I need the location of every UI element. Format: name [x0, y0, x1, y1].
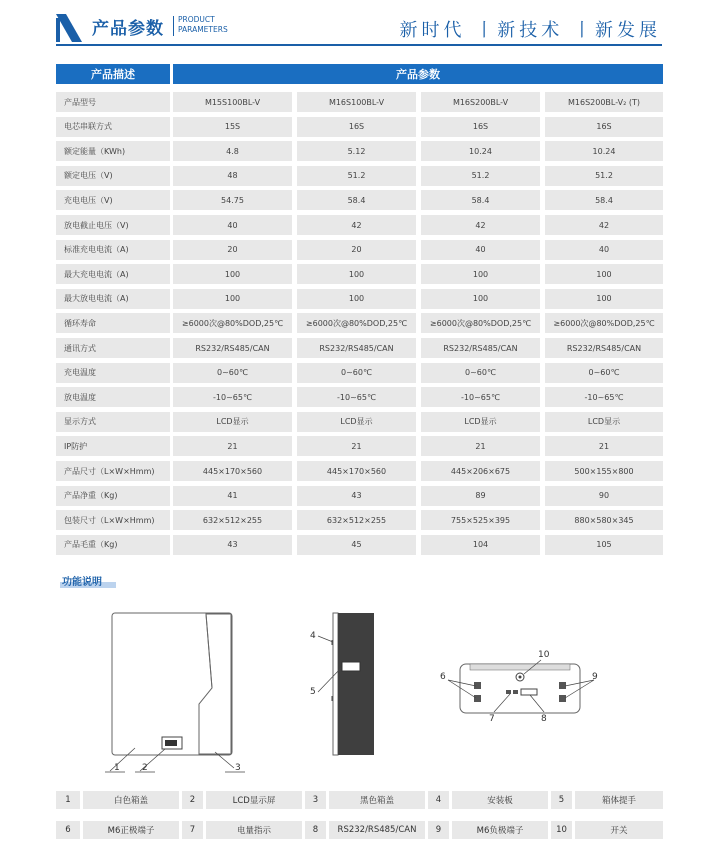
table-row	[56, 387, 663, 407]
table-cell: 15S	[173, 117, 292, 137]
table-cell: 100	[297, 264, 416, 284]
side-view	[332, 613, 374, 755]
table-cell: RS232/RS485/CAN	[421, 338, 540, 358]
table-cell: 0~60℃	[173, 363, 292, 383]
table-row	[56, 510, 663, 530]
table-cell: LCD显示	[421, 412, 540, 432]
legend-row	[56, 791, 663, 809]
table-cell: 10.24	[545, 141, 663, 161]
table-cell: RS232/RS485/CAN	[545, 338, 663, 358]
legend-label: 箱体提手	[575, 791, 663, 809]
table-row	[56, 486, 663, 506]
legend-label: 白色箱盖	[83, 791, 179, 809]
table-cell: 100	[297, 289, 416, 309]
table-row	[56, 240, 663, 260]
table-cell: 21	[173, 436, 292, 456]
row-label: 最大充电电流（A)	[56, 264, 170, 284]
table-cell: 755×525×395	[421, 510, 540, 530]
callout-9: 9	[592, 672, 598, 682]
table-cell: 880×580×345	[545, 510, 663, 530]
table-row	[56, 264, 663, 284]
table-cell: 90	[545, 486, 663, 506]
section-title: 功能说明	[62, 577, 102, 588]
row-label: 放电截止电压（V)	[56, 215, 170, 235]
table-cell: 16S	[421, 117, 540, 137]
table-cell: 445×170×560	[297, 461, 416, 481]
table-cell: 51.2	[545, 166, 663, 186]
table-cell: 40	[545, 240, 663, 260]
table-cell: 43	[297, 486, 416, 506]
table-cell: 21	[545, 436, 663, 456]
table-cell: RS232/RS485/CAN	[173, 338, 292, 358]
table-cell: 89	[421, 486, 540, 506]
table-cell: 43	[173, 535, 292, 555]
table-cell: LCD显示	[545, 412, 663, 432]
row-label: 充电电压（V)	[56, 190, 170, 210]
table-cell: M15S100BL-V	[173, 92, 292, 112]
table-row	[56, 141, 663, 161]
legend-number: 10	[551, 821, 572, 839]
legend-number: 1	[56, 791, 80, 809]
callout-6: 6	[440, 672, 446, 682]
legend-label: 黑色箱盖	[329, 791, 425, 809]
table-cell: 10.24	[421, 141, 540, 161]
table-cell: 100	[545, 289, 663, 309]
header-underline	[56, 44, 662, 46]
table-cell: 100	[173, 264, 292, 284]
table-row	[56, 289, 663, 309]
legend-label: LCD显示屏	[206, 791, 302, 809]
table-cell: 4.8	[173, 141, 292, 161]
function-diagram	[0, 600, 719, 790]
table-cell: 104	[421, 535, 540, 555]
table-cell: 58.4	[297, 190, 416, 210]
table-cell: 16S	[545, 117, 663, 137]
row-label: 最大放电电流（A)	[56, 289, 170, 309]
table-cell: 45	[297, 535, 416, 555]
table-cell: ≥6000次@80%DOD,25℃	[297, 313, 416, 333]
callout-3: 3	[235, 763, 241, 773]
table-cell: 100	[173, 289, 292, 309]
table-cell: M16S200BL-V₂ (T)	[545, 92, 663, 112]
row-label: 产品尺寸（L×W×Hmm)	[56, 461, 170, 481]
row-label: 额定电压（V)	[56, 166, 170, 186]
row-label: 电芯串联方式	[56, 117, 170, 137]
table-cell: LCD显示	[297, 412, 416, 432]
callout-5: 5	[310, 687, 316, 697]
table-cell: 41	[173, 486, 292, 506]
legend-label: 开关	[575, 821, 663, 839]
table-cell: 42	[421, 215, 540, 235]
table-row	[56, 363, 663, 383]
table-row	[56, 338, 663, 358]
top-view	[460, 664, 580, 713]
legend-label: 电量指示	[206, 821, 302, 839]
row-label: 显示方式	[56, 412, 170, 432]
row-label: 充电温度	[56, 363, 170, 383]
legend-number: 3	[305, 791, 326, 809]
front-view	[112, 613, 232, 755]
legend-number: 4	[428, 791, 449, 809]
table-cell: 632×512×255	[297, 510, 416, 530]
legend-number: 2	[182, 791, 203, 809]
table-cell: 21	[297, 436, 416, 456]
table-row	[56, 215, 663, 235]
table-row	[56, 166, 663, 186]
table-cell: 100	[545, 264, 663, 284]
table-header-parameters: 产品参数	[173, 64, 663, 84]
row-label: 循环寿命	[56, 313, 170, 333]
table-cell: 51.2	[297, 166, 416, 186]
row-label: 额定能量（KWh)	[56, 141, 170, 161]
table-cell: -10~65℃	[545, 387, 663, 407]
table-cell: 0~60℃	[421, 363, 540, 383]
page-title-en: PRODUCT PARAMETERS	[178, 15, 228, 34]
table-row	[56, 117, 663, 137]
table-row	[56, 412, 663, 432]
legend-label: 安装板	[452, 791, 548, 809]
header-divider	[173, 16, 174, 36]
table-cell: 100	[421, 264, 540, 284]
table-cell: 40	[421, 240, 540, 260]
row-label: 包装尺寸（L×W×Hmm)	[56, 510, 170, 530]
row-label: IP防护	[56, 436, 170, 456]
table-header-description: 产品描述	[56, 64, 170, 84]
callout-2: 2	[142, 763, 148, 773]
table-cell: M16S100BL-V	[297, 92, 416, 112]
row-label: 标准充电电流（A)	[56, 240, 170, 260]
legend-label: M6正极端子	[83, 821, 179, 839]
table-cell: -10~65℃	[297, 387, 416, 407]
table-cell: M16S200BL-V	[421, 92, 540, 112]
legend-label: RS232/RS485/CAN	[329, 821, 425, 839]
brand-logo-mark	[56, 14, 84, 42]
table-row	[56, 535, 663, 555]
table-cell: 58.4	[545, 190, 663, 210]
table-cell: 16S	[297, 117, 416, 137]
table-cell: 51.2	[421, 166, 540, 186]
table-cell: ≥6000次@80%DOD,25℃	[173, 313, 292, 333]
table-cell: -10~65℃	[421, 387, 540, 407]
table-cell: 5.12	[297, 141, 416, 161]
table-cell: 40	[173, 215, 292, 235]
table-cell: -10~65℃	[173, 387, 292, 407]
callout-1: 1	[114, 763, 120, 773]
table-cell: 500×155×800	[545, 461, 663, 481]
row-label: 产品净重（Kg)	[56, 486, 170, 506]
slogan: 新时代 丨新技术 丨新发展	[399, 20, 661, 41]
table-cell: 100	[421, 289, 540, 309]
page-title: 产品参数	[92, 19, 164, 39]
callout-7: 7	[489, 714, 495, 724]
table-cell: 105	[545, 535, 663, 555]
legend-number: 6	[56, 821, 80, 839]
table-row	[56, 436, 663, 456]
table-cell: 0~60℃	[545, 363, 663, 383]
table-row	[56, 92, 663, 112]
table-cell: 20	[173, 240, 292, 260]
table-cell: 42	[545, 215, 663, 235]
legend-number: 9	[428, 821, 449, 839]
table-cell: 445×206×675	[421, 461, 540, 481]
table-cell: 0~60℃	[297, 363, 416, 383]
row-label: 产品毛重（Kg)	[56, 535, 170, 555]
callout-10: 10	[538, 650, 550, 660]
table-cell: 20	[297, 240, 416, 260]
legend-label: M6负极端子	[452, 821, 548, 839]
callout-8: 8	[541, 714, 547, 724]
table-cell: ≥6000次@80%DOD,25℃	[421, 313, 540, 333]
table-cell: 58.4	[421, 190, 540, 210]
callout-4: 4	[310, 631, 316, 641]
table-cell: RS232/RS485/CAN	[297, 338, 416, 358]
table-row	[56, 313, 663, 333]
row-label: 产品型号	[56, 92, 170, 112]
table-row	[56, 190, 663, 210]
row-label: 通讯方式	[56, 338, 170, 358]
legend-number: 7	[182, 821, 203, 839]
legend-row	[56, 821, 663, 839]
table-cell: 632×512×255	[173, 510, 292, 530]
legend-number: 5	[551, 791, 572, 809]
table-row	[56, 461, 663, 481]
table-cell: ≥6000次@80%DOD,25℃	[545, 313, 663, 333]
row-label: 放电温度	[56, 387, 170, 407]
table-cell: 54.75	[173, 190, 292, 210]
table-cell: 48	[173, 166, 292, 186]
table-cell: LCD显示	[173, 412, 292, 432]
table-cell: 42	[297, 215, 416, 235]
table-cell: 21	[421, 436, 540, 456]
table-cell: 445×170×560	[173, 461, 292, 481]
legend-number: 8	[305, 821, 326, 839]
